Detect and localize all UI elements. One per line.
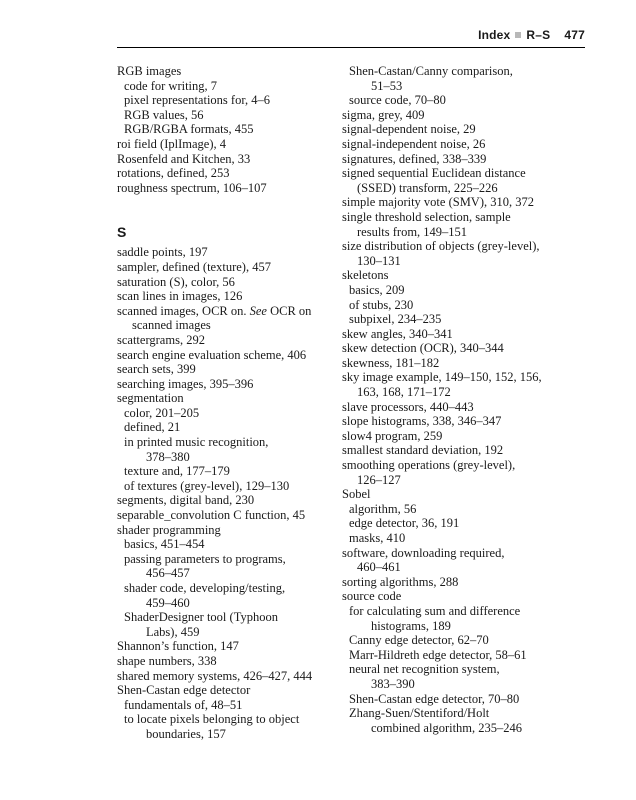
index-subentry: Shen-Castan/Canny comparison,: [349, 64, 513, 78]
index-continuation: combined algorithm, 235–246: [371, 720, 523, 735]
header-label: [478, 28, 585, 42]
index-subentry: of textures (grey-level), 129–130: [124, 478, 290, 493]
page-number: 477: [564, 28, 585, 42]
index-entry: slow4 program, 259: [342, 428, 443, 443]
index-entry: [117, 304, 337, 319]
index-entry: search engine evaluation scheme, 406: [117, 347, 307, 362]
index-subentry: Zhang-Suen/Stentiford/Holt: [349, 706, 490, 721]
index-subentry: texture and, 177–179: [124, 464, 230, 479]
index-entry: separable_convolution C function, 45: [117, 508, 306, 523]
index-entry: skew angles, 340–341: [342, 326, 453, 341]
header-square-icon: [515, 32, 521, 38]
index-continuation: 130–131: [357, 253, 401, 268]
index-subentry: in printed music recognition,: [124, 435, 269, 450]
index-entry: signal-dependent noise, 29: [342, 122, 476, 137]
index-continuation: histograms, 189: [371, 618, 451, 633]
index-entry: sky image example, 149–150, 152, 156,: [342, 370, 542, 385]
running-header: [117, 28, 585, 46]
index-subentry: RGB values, 56: [124, 107, 204, 122]
index-entry: size distribution of objects (grey-level),: [342, 239, 540, 254]
see-reference: See: [249, 303, 267, 318]
index-entry: skew detection (OCR), 340–344: [342, 341, 504, 356]
index-subentry: fundamentals of, 48–51: [124, 697, 243, 712]
index-continuation: 460–461: [357, 560, 401, 575]
index-entry: smoothing operations (grey-level),: [342, 458, 516, 473]
index-entry: shader programming: [117, 522, 221, 537]
index-continuation: 456–457: [146, 566, 190, 581]
entry-text: scanned images, OCR on.: [117, 303, 250, 318]
index-entry: smallest standard deviation, 192: [342, 443, 504, 458]
index-entry: Shen-Castan edge detector: [117, 683, 251, 698]
index-entry: Shannon’s function, 147: [117, 639, 239, 654]
index-continuation: boundaries, 157: [146, 726, 226, 741]
index-subentry: Canny edge detector, 62–70: [349, 633, 489, 648]
index-subentry: code for writing, 7: [124, 78, 218, 93]
index-entry: signal-independent noise, 26: [342, 136, 486, 151]
header-section: Index: [478, 28, 511, 42]
index-subentry: basics, 451–454: [124, 537, 205, 552]
index-entry: skewness, 181–182: [342, 355, 440, 370]
index-entry: scan lines in images, 126: [117, 289, 243, 304]
index-subentry: color, 201–205: [124, 405, 200, 420]
index-entry: saddle points, 197: [117, 245, 208, 260]
index-continuation: scanned images: [132, 318, 211, 333]
index-entry: slope histograms, 338, 346–347: [342, 414, 502, 429]
index-subentry: neural net recognition system,: [349, 662, 500, 677]
index-subentry: algorithm, 56: [349, 501, 417, 516]
index-entry: shared memory systems, 426–427, 444: [117, 668, 313, 683]
index-continuation: results from, 149–151: [357, 224, 468, 239]
index-subentry: pixel representations for, 4–6: [124, 93, 270, 108]
index-entry: sigma, grey, 409: [342, 107, 425, 122]
index-entry: slave processors, 440–443: [342, 399, 474, 414]
index-subentry: subpixel, 234–235: [349, 312, 442, 327]
index-continuation: 163, 168, 171–172: [357, 385, 451, 400]
index-column-left: [117, 64, 337, 742]
index-subentry: for calculating sum and difference: [349, 603, 521, 618]
index-subentry: to locate pixels belonging to object: [124, 712, 300, 727]
index-entry: scattergrams, 292: [117, 332, 205, 347]
index-subentry: Marr-Hildreth edge detector, 58–61: [349, 647, 527, 662]
index-subentry: passing parameters to programs,: [124, 551, 286, 566]
index-continuation: Labs), 459: [146, 624, 200, 639]
header-rule: [117, 47, 585, 48]
index-continuation: 383–390: [371, 676, 415, 691]
index-continuation: 378–380: [146, 449, 190, 464]
index-continuation: 126–127: [357, 472, 401, 487]
index-subentry: masks, 410: [349, 531, 406, 545]
index-entry: source code: [342, 589, 402, 604]
index-entry: simple majority vote (SMV), 310, 372: [342, 195, 534, 210]
index-subentry: of stubs, 230: [349, 297, 414, 312]
index-subentry: edge detector, 36, 191: [349, 516, 460, 531]
index-subentry: defined, 21: [124, 420, 181, 435]
index-entry: roughness spectrum, 106–107: [117, 180, 267, 195]
index-subentry: source code, 70–80: [349, 93, 446, 108]
index-entry: segments, digital band, 230: [117, 493, 255, 508]
index-entry: sampler, defined (texture), 457: [117, 259, 271, 274]
header-range: R–S: [526, 28, 551, 42]
index-entry: single threshold selection, sample: [342, 209, 511, 224]
index-entry: signed sequential Euclidean distance: [342, 166, 526, 181]
index-entry: search sets, 399: [117, 362, 196, 377]
index-subentry: shader code, developing/testing,: [124, 581, 286, 595]
index-entry: skeletons: [342, 268, 389, 283]
index-entry: Sobel: [342, 487, 371, 502]
index-subentry: Shen-Castan edge detector, 70–80: [349, 691, 520, 706]
index-entry: searching images, 395–396: [117, 376, 254, 391]
index-entry: sorting algorithms, 288: [342, 574, 459, 589]
index-subentry: RGB/RGBA formats, 455: [124, 122, 254, 137]
index-entry: saturation (S), color, 56: [117, 274, 235, 289]
index-entry: shape numbers, 338: [117, 653, 217, 668]
index-entry: segmentation: [117, 391, 184, 406]
index-continuation: 51–53: [371, 78, 403, 93]
index-subentry: basics, 209: [349, 282, 405, 297]
index-continuation: (SSED) transform, 225–226: [357, 180, 498, 195]
index-entry: roi field (IplImage), 4: [117, 136, 226, 151]
index-entry: Rosenfeld and Kitchen, 33: [117, 151, 251, 166]
index-entry: RGB images: [117, 64, 182, 78]
index-continuation: 459–460: [146, 595, 190, 610]
section-heading-s: S: [117, 224, 127, 241]
index-entry: signatures, defined, 338–339: [342, 151, 487, 166]
index-subentry: ShaderDesigner tool (Typhoon: [124, 610, 278, 625]
index-column-right: [342, 64, 587, 735]
index-entry: software, downloading required,: [342, 545, 505, 560]
entry-text: OCR on: [266, 303, 312, 318]
index-entry: rotations, defined, 253: [117, 166, 230, 181]
